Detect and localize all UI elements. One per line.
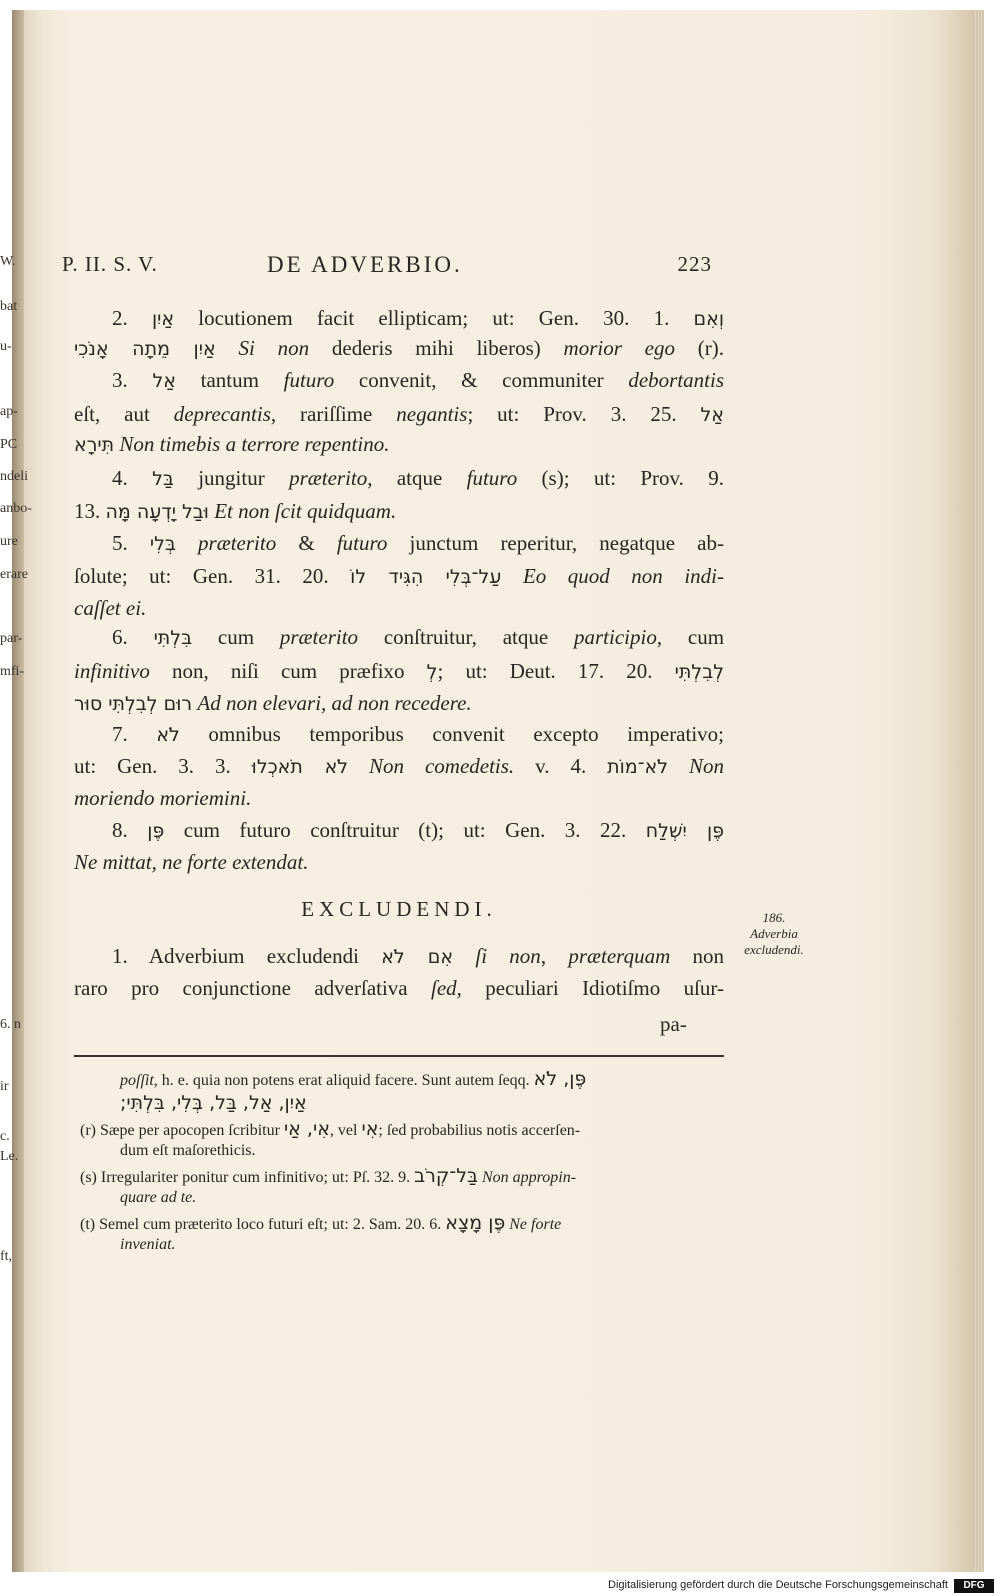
hebrew-word: רוּם לְבִלְתִּי סוּר [74, 693, 193, 715]
hebrew-word: לְ [426, 661, 438, 683]
text-line: ſolute; ut: Gen. 31. 20. עַל־בְּלִי הִגִּיד לוֹ Eo quod non indi- [74, 564, 724, 588]
hebrew-word: לֹא [156, 724, 180, 746]
facing-page-fragment: 6. n [0, 1017, 21, 1032]
text-line: moriendo moriemini. [74, 786, 252, 810]
facing-page-fragment: ft, [0, 1249, 13, 1264]
hebrew-word: אִם לֹא [381, 946, 454, 968]
text-line: Ne mittat, ne forte extendat. [74, 850, 309, 874]
text-line: 3. אַל tantum futuro convenit, & communiter debortantis [112, 368, 724, 392]
text-line: caſſet ei. [74, 596, 147, 620]
hebrew-word: אַיִן, אַל, בַּל, בְּלִי, בִּלְתִּי; [120, 1092, 307, 1114]
hebrew-word: לֹא־מוֹת [607, 756, 669, 778]
text-line: raro pro conjunctione adverſativa ſed, peculiari Idiotiſmo uſur- [74, 976, 724, 1000]
facing-page-fragment: Le. [0, 1149, 19, 1164]
margin-note-text: excludendi. [744, 942, 804, 957]
facing-page-fragment: PC [0, 437, 18, 452]
margin-note [734, 910, 814, 958]
funding-credit: Digitalisierung gefördert durch die Deutsche Forschungsgemeinschaft [608, 1579, 948, 1591]
hebrew-word: פֶּן [147, 820, 165, 842]
text-line: eſt, aut deprecantis, rariſſime negantis; ut: Prov. 3. 25. אַל [74, 402, 724, 426]
hebrew-word: פֶּן, לֹא [533, 1068, 587, 1090]
facing-page-fragment: ap- [0, 404, 18, 419]
page-gutter [12, 10, 24, 1572]
running-head [62, 252, 712, 282]
text-line: 4. בַּל jungitur præterito, atque futuro (s); ut: Prov. 9. [112, 466, 725, 490]
facing-page-fragment: ure [0, 534, 18, 549]
hebrew-word: אַיִן מֵתָה אָנֹכִי [74, 338, 216, 360]
footnote-line [120, 1092, 720, 1116]
margin-note-text: Adverbia [750, 926, 798, 941]
footnote-t: (t) Semel cum præterito loco futuri eſt; ut: 2. Sam. 20. 6. פֶּן מָצָא Ne forte [80, 1212, 562, 1234]
hebrew-word: אַל [700, 404, 724, 426]
hebrew-word: לֹא תֹאכְלוּ [251, 756, 349, 778]
text-line: רוּם לְבִלְתִּי סוּר Ad non elevari, ad non recedere. [74, 691, 472, 715]
hebrew-word: אִי, אַי [283, 1118, 330, 1140]
facing-page-fragment: u- [0, 339, 12, 354]
hebrew-word: וּבַל יָדְעָה מָּה [105, 501, 209, 523]
hebrew-word: עַל־בְּלִי הִגִּיד לוֹ [350, 566, 502, 588]
footnote-r: (r) Sæpe per apocopen ſcribitur אִי, אַי, vel אִי; ſed probabilius notis accerſen- [80, 1118, 581, 1140]
hebrew-word: בִּלְתִּי [153, 627, 193, 649]
facing-page-fragment: c. [0, 1129, 10, 1144]
part-section-label: P. II. S. V. [62, 252, 158, 276]
hebrew-word: אִי [361, 1118, 379, 1140]
footnote-rule [74, 1055, 724, 1057]
text-line: 7. לֹא omnibus temporibus convenit excepto imperativo; [112, 722, 725, 746]
footnote-line: inveniat. [120, 1236, 176, 1253]
text-line: infinitivo non, niſi cum præfixo לְ; ut: Deut. 17. 20. לְבִלְתִּי [74, 659, 724, 683]
page-number: 223 [677, 252, 712, 276]
facing-page-fragment: par- [0, 631, 23, 646]
facing-page-fragment: ir [0, 1079, 9, 1094]
facing-page-fragment: mfi- [0, 664, 25, 679]
hebrew-word: פֶּן יִשְׁלַח [645, 820, 724, 842]
facing-page-fragment: erare [0, 567, 28, 582]
text-line: 13. וּבַל יָדְעָה מָּה Et non ſcit quidquam. [74, 499, 397, 523]
chapter-title: DE ADVERBIO. [267, 252, 463, 277]
facing-page-fragment: anbo- [0, 501, 32, 516]
margin-note-number: 186. [762, 910, 786, 925]
hebrew-word: תִּירָא [74, 434, 115, 456]
text-line: ut: Gen. 3. 3. לֹא תֹאכְלוּ Non comedetis. v. 4. לֹא־מוֹת Non [74, 754, 725, 778]
hebrew-word: בְּלִי [149, 533, 176, 555]
text-line: 8. פֶּן cum futuro conſtruitur (t); ut: Gen. 3. 22. פֶּן יִשְׁלַח [112, 818, 724, 842]
catchword: pa- [660, 1012, 687, 1036]
text-line: 1. Adverbium excludendi אִם לֹא ſi non, præterquam non [112, 944, 725, 968]
text-line: אַיִן מֵתָה אָנֹכִי Si non dederis mihi liberos) morior ego (r). [74, 336, 724, 360]
hebrew-word: פֶּן מָצָא [445, 1212, 506, 1234]
text-line: 2. אַיִן locutionem facit ellipticam; ut: Gen. 30. 1. וְאִם [112, 306, 725, 330]
hebrew-word: בַּל־קְרֹב [414, 1165, 478, 1187]
hebrew-word: בַּל [152, 468, 174, 490]
dfg-logo: DFG [954, 1579, 994, 1593]
text-line: תִּירָא Non timebis a terrore repentino. [74, 432, 390, 456]
hebrew-word: אַיִן [151, 308, 175, 330]
page-edge [974, 10, 984, 1572]
facing-page-fragment: bat [0, 299, 18, 314]
footnote-line: poſſit, h. e. quia non potens erat aliquid facere. Sunt autem ſeqq. פֶּן, לֹא [120, 1068, 587, 1090]
footnote-line: dum eſt maſorethicis. [120, 1142, 256, 1159]
footnote-s: (s) Irregulariter ponitur cum infinitivo; ut: Pſ. 32. 9. בַּל־קְרֹב Non appropin- [80, 1165, 577, 1187]
hebrew-word: לְבִלְתִּי [674, 661, 724, 683]
facing-page-fragment: W. [0, 254, 16, 269]
text-line: 5. בְּלִי præterito & futuro junctum reperitur, negatque ab- [112, 531, 724, 555]
footnote-line: quare ad te. [120, 1189, 197, 1206]
text-line: 6. בִּלְתִּי cum præterito conſtruitur, atque participio, cum [112, 625, 725, 649]
section-heading: EXCLUDENDI. [301, 897, 497, 921]
facing-page-fragment: ndeli [0, 469, 28, 484]
hebrew-word: וְאִם [693, 308, 725, 330]
hebrew-word: אַל [152, 370, 176, 392]
